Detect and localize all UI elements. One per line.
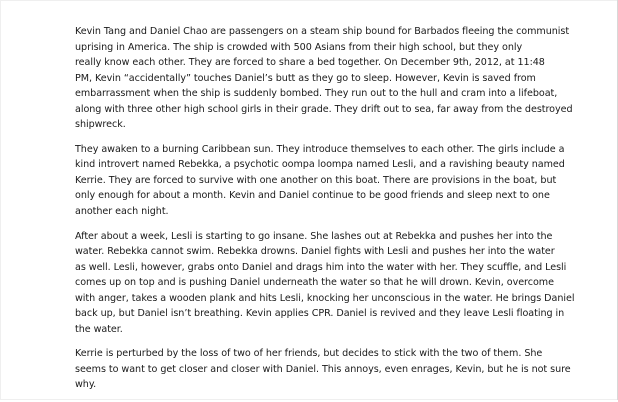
text-line: only enough for about a month. Kevin and Daniel continue to be good friends and sleep next to one	[75, 190, 550, 202]
paragraph-4	[75, 346, 571, 393]
text-line: as well. Lesli, however, grabs onto Daniel and drags him into the water with her. They scuffle, and Lesli	[75, 261, 567, 273]
text-line: Kerrie. They are forced to survive with one another on this boat. There are provisions in the boat, but	[75, 174, 557, 186]
text-line: kind introvert named Rebekka, a psychotic oompa loompa named Lesli, and a ravishing beauty named	[75, 159, 565, 171]
text-line: Kevin Tang and Daniel Chao are passengers on a steam ship bound for Barbados fleeing the communist	[75, 26, 570, 37]
paragraph-2	[75, 142, 565, 220]
text-line: comes up on top and is pushing Daniel underneath the water so that he will drown. Kevin, overcome	[75, 277, 554, 289]
text-line: the water.	[75, 323, 123, 335]
text-line: water. Rebekka cannot swim. Rebekka drowns. Daniel fights with Lesli and pushes her into the water	[75, 246, 555, 258]
text-line: seems to want to get closer and closer with Daniel. This annoys, even enrages, Kevin, but he is not sure	[75, 363, 571, 375]
document-body	[75, 24, 575, 402]
text-line: Kerrie is perturbed by the loss of two of her friends, but decides to stick with the two of them. She	[75, 348, 543, 360]
text-line: why.	[75, 379, 97, 391]
text-line: uprising in America. The ship is crowded with 500 Asians from their high school, but they only	[75, 41, 523, 53]
text-line: They awaken to a burning Caribbean sun. They introduce themselves to each other. The girls include a	[75, 143, 565, 155]
text-line: PM, Kevin “accidentally” touches Daniel’s butt as they go to sleep. However, Kevin is saved from	[75, 72, 536, 84]
paragraph-1	[75, 24, 573, 133]
text-line: with anger, takes a wooden plank and hits Lesli, knocking her unconscious in the water. He brings Daniel	[75, 292, 575, 304]
text-line: shipwreck.	[75, 119, 126, 131]
paragraph-3	[75, 229, 575, 338]
text-line: really know each other. They are forced to share a bed together. On December 9th, 2012, at 11:48	[75, 57, 545, 69]
text-line: After about a week, Lesli is starting to go insane. She lashes out at Rebekka and pushes her into the	[75, 230, 553, 242]
text-line: another each night.	[75, 206, 169, 218]
text-line: back up, but Daniel isn’t breathing. Kevin applies CPR. Daniel is revived and they leave Lesli floating in	[75, 308, 565, 320]
text-line: embarrassment when the ship is suddenly bombed. They run out to the hull and cram into a lifeboat,	[75, 88, 558, 100]
text-line: along with three other high school girls in their grade. They drift out to sea, far away from the destroyed	[75, 103, 573, 115]
